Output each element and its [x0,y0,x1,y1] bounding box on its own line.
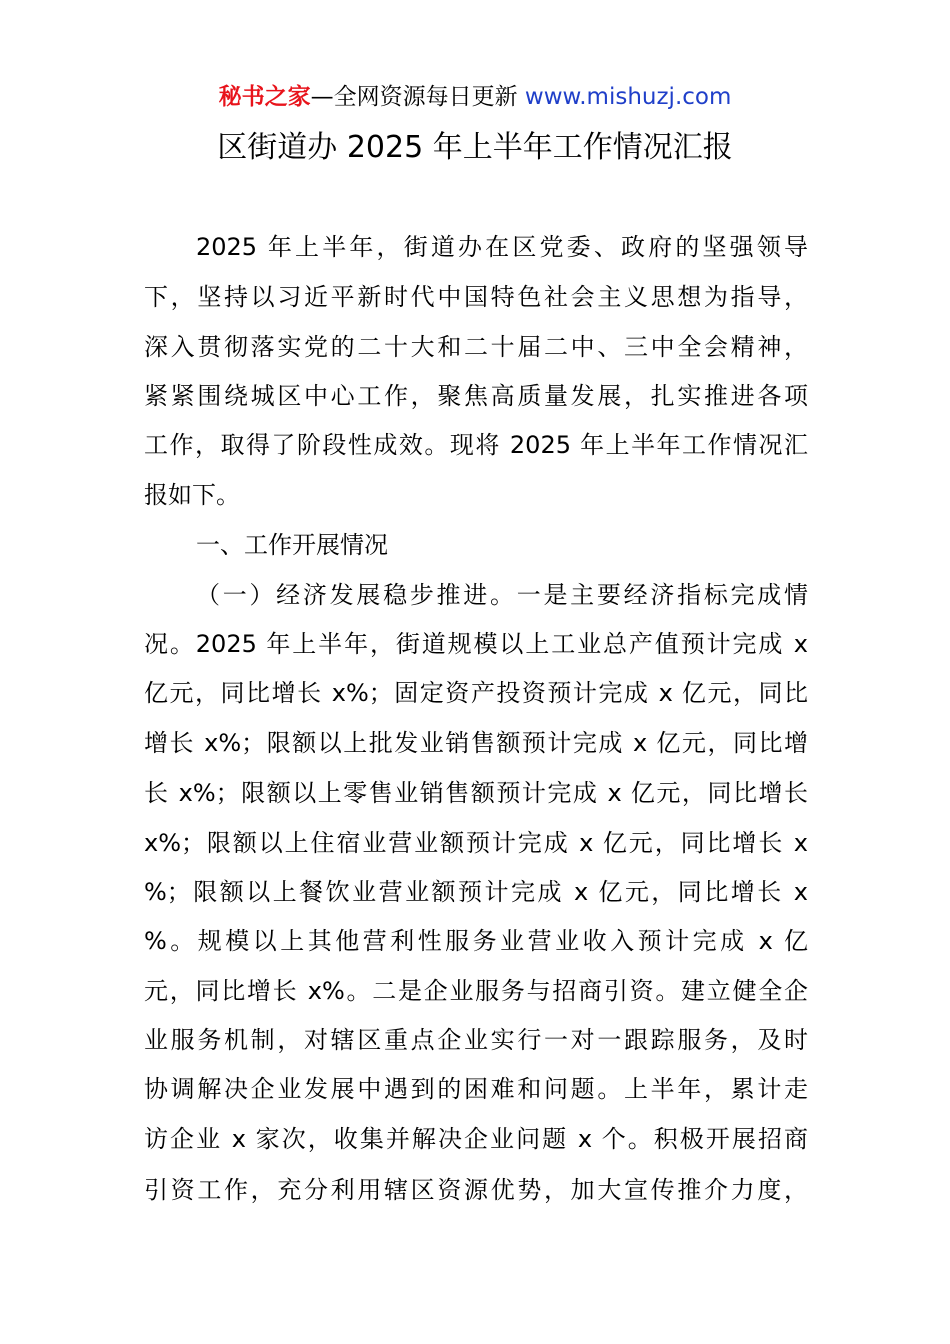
paragraph-line: 访企业 x 家次，收集并解决企业问题 x 个。积极开展招商 [144,1125,808,1153]
site-url-link[interactable]: www.mishuzj.com [524,84,732,110]
paragraph-line: 下，坚持以习近平新时代中国特色社会主义思想为指导， [144,283,808,311]
brand-name: 秘书之家 [218,84,311,110]
paragraph-line: （一）经济发展稳步推进。一是主要经济指标完成情 [196,581,808,609]
paragraph-line: 长 x%；限额以上零售业销售额预计完成 x 亿元，同比增长 [144,779,808,807]
document-title: 区街道办 2025 年上半年工作情况汇报 [217,130,733,165]
paragraph-line: 元，同比增长 x%。二是企业服务与招商引资。建立健全企 [144,977,808,1005]
header-tagline: —全网资源每日更新 [310,84,525,110]
paragraph-line: 2025 年上半年，街道办在区党委、政府的坚强领导 [196,233,808,261]
paragraph-line: x%；限额以上住宿业营业额预计完成 x 亿元，同比增长 x [144,829,808,857]
paragraph-line: 深入贯彻落实党的二十大和二十届二中、三中全会精神， [144,333,808,361]
paragraph-line: 报如下。 [144,481,240,509]
paragraph-line: 协调解决企业发展中遇到的困难和问题。上半年，累计走 [144,1075,808,1103]
paragraph-line: %。规模以上其他营利性服务业营业收入预计完成 x 亿 [144,927,808,955]
site-header [0,80,950,114]
paragraph-line: 紧紧围绕城区中心工作，聚焦高质量发展，扎实推进各项 [144,382,808,410]
paragraph-line: 工作，取得了阶段性成效。现将 2025 年上半年工作情况汇 [144,431,808,459]
paragraph-line: 业服务机制，对辖区重点企业实行一对一跟踪服务，及时 [144,1026,808,1054]
paragraph-line: 增长 x%；限额以上批发业销售额预计完成 x 亿元，同比增 [144,729,808,757]
section-heading: 一、工作开展情况 [196,531,388,559]
paragraph-line: 引资工作，充分利用辖区资源优势，加大宣传推介力度， [144,1176,808,1204]
paragraph-line: 亿元，同比增长 x%；固定资产投资预计完成 x 亿元，同比 [144,679,808,707]
paragraph-line: %；限额以上餐饮业营业额预计完成 x 亿元，同比增长 x [144,878,808,906]
paragraph-line: 况。2025 年上半年，街道规模以上工业总产值预计完成 x [144,630,808,658]
